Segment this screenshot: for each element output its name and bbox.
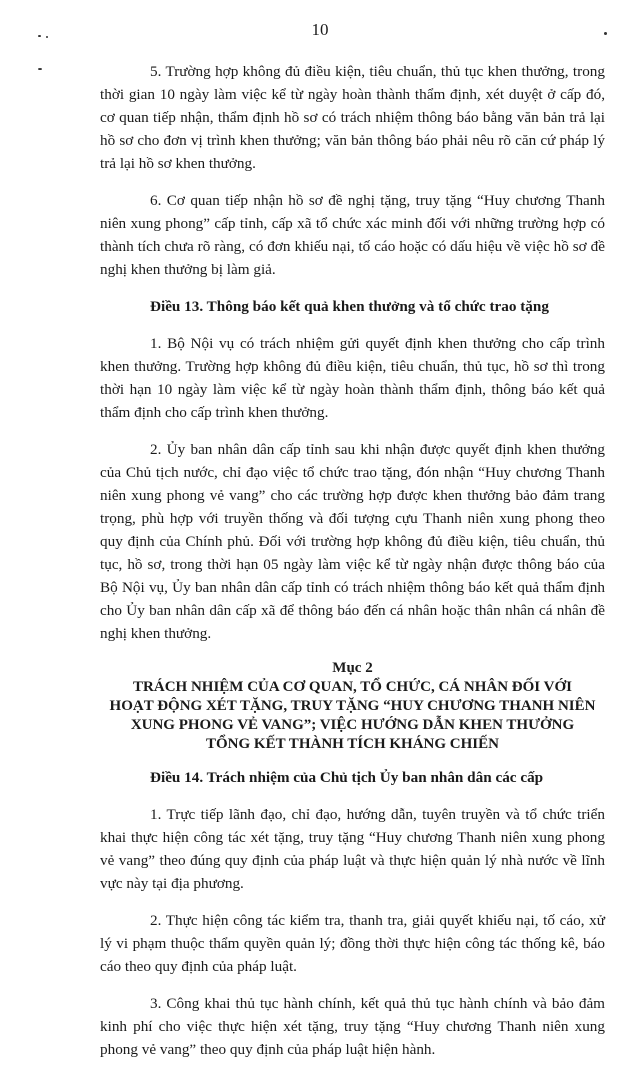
scan-speck xyxy=(38,35,41,37)
paragraph: 2. Thực hiện công tác kiểm tra, thanh tra, giải quyết khiếu nại, tố cáo, xử lý vi phạm thuộc thẩm quyền quản lý; đồng thời thực hiện công tác thống kê, báo cáo theo quy định của pháp luật. xyxy=(100,912,605,975)
paragraph: 2. Ủy ban nhân dân cấp tỉnh sau khi nhận được quyết định khen thưởng của Chủ tịch nước, chỉ đạo việc tổ chức trao tặng, đón nhận “Huy chương Thanh niên xung phong vẻ vang” cho các trường hợp được khen thưởng bảo đảm trang trọng, phù hợp với truyền thống và đối tượng cựu Thanh niên xung phong theo quy định của Chính phủ. Đối với trường hợp không đủ điều kiện, tiêu chuẩn, thủ tục, hồ sơ, trong thời hạn 05 ngày làm việc kể từ ngày nhận được thông báo của Bộ Nội vụ, Ủy ban nhân dân cấp tỉnh có trách nhiệm thông báo kết quả thẩm định cho Ủy ban nhân dân cấp xã để thông báo đến cá nhân hoặc thân nhân cá nhân đề nghị khen thưởng. xyxy=(100,441,605,642)
scan-speck xyxy=(38,68,42,70)
article-14-heading: Điều 14. Trách nhiệm của Chủ tịch Ủy ban nhân dân các cấp xyxy=(150,769,544,786)
paragraph: 5. Trường hợp không đủ điều kiện, tiêu chuẩn, thủ tục khen thưởng, trong thời gian 10 ngày làm việc kể từ ngày hoàn thành thẩm định, xét duyệt ở cấp đó, cơ quan tiếp nhận, thẩm định hồ sơ có trách nhiệm thông báo bằng văn bản trả lại hồ sơ cho đơn vị trình khen thưởng; văn bản thông báo phải nêu rõ căn cứ pháp lý trả lại hồ sơ khen thưởng. xyxy=(100,63,605,172)
section-title-line: TRÁCH NHIỆM CỦA CƠ QUAN, TỔ CHỨC, CÁ NHÂN ĐỐI VỚI xyxy=(133,679,572,695)
paragraph: 6. Cơ quan tiếp nhận hồ sơ đề nghị tặng, truy tặng “Huy chương Thanh niên xung phong” cấp tỉnh, cấp xã tổ chức xác minh đối với những trường hợp có thành tích chưa rõ ràng, có đơn khiếu nại, tố cáo hoặc có dấu hiệu về việc hồ sơ đề nghị khen thưởng bị làm giả. xyxy=(100,192,605,278)
section-label: Mục 2 xyxy=(332,660,373,676)
section-title-line: TỔNG KẾT THÀNH TÍCH KHÁNG CHIẾN xyxy=(206,736,499,752)
article-13-heading: Điều 13. Thông báo kết quả khen thưởng và tổ chức trao tặng xyxy=(150,298,549,315)
scan-speck xyxy=(46,36,48,38)
page-number: 10 xyxy=(311,20,329,39)
section-title-line: HOẠT ĐỘNG XÉT TẶNG, TRUY TẶNG “HUY CHƯƠNG THANH NIÊN xyxy=(109,698,596,714)
paragraph: 1. Trực tiếp lãnh đạo, chỉ đạo, hướng dẫn, tuyên truyền và tổ chức triển khai thực hiện công tác xét tặng, truy tặng “Huy chương Thanh niên xung phong vẻ vang” theo đúng quy định của pháp luật và thực hiện quản lý nhà nước về lĩnh vực này tại địa phương. xyxy=(100,806,605,892)
section-title xyxy=(100,659,605,754)
section-title-line: XUNG PHONG VẺ VANG”; VIỆC HƯỚNG DẪN KHEN THƯỞNG xyxy=(130,717,575,733)
paragraph: 1. Bộ Nội vụ có trách nhiệm gửi quyết định khen thưởng cho cấp trình khen thưởng. Trường hợp không đủ điều kiện, tiêu chuẩn, thủ tục, hồ sơ thì trong thời hạn 10 ngày làm việc kể từ ngày hoàn thành thẩm định, thông báo kết quả thẩm định cho cấp trình khen thưởng. xyxy=(100,335,605,421)
paragraph: 3. Công khai thủ tục hành chính, kết quả thủ tục hành chính và bảo đảm kinh phí cho việc thực hiện xét tặng, truy tặng “Huy chương Thanh niên xung phong vẻ vang” theo quy định của pháp luật hiện hành. xyxy=(100,995,605,1058)
scan-speck xyxy=(604,32,607,35)
document-body xyxy=(100,60,605,1075)
